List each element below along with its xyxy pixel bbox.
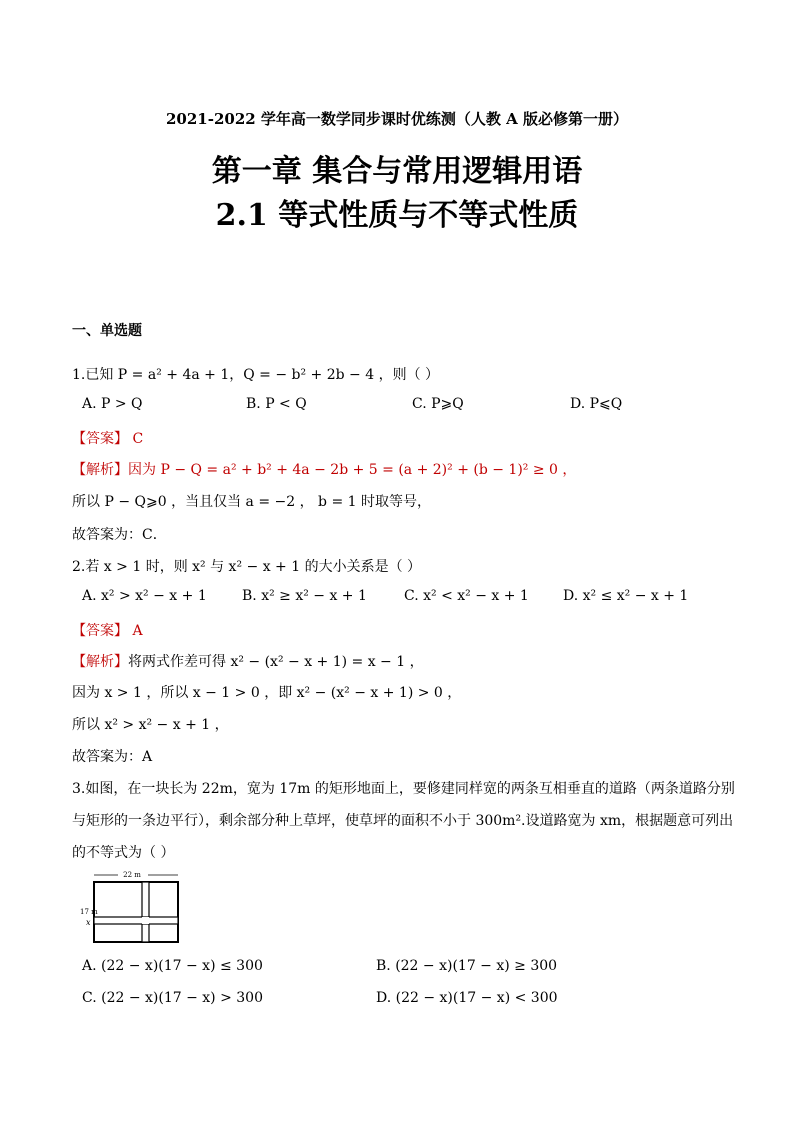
q2-stem: 2.若 x > 1 时，则 x² 与 x² − x + 1 的大小关系是（ ）: [72, 559, 422, 575]
analysis-tag: 【解析】: [72, 654, 128, 670]
q1-analysis-line-3: 故答案为：C．: [72, 527, 167, 543]
q1-option-b: B. P < Q: [246, 396, 307, 412]
road-crossing: [142, 917, 149, 924]
q2-option-c: C. x² < x² − x + 1: [404, 588, 529, 604]
field-rectangle: [94, 882, 178, 942]
q1-analysis-line-2: 所以 P − Q⩾0 ，当且仅当 a = −2 ， b = 1 时取等号，: [72, 494, 431, 510]
answer-tag: 【答案】: [72, 431, 128, 447]
q1-stem: 1.已知 P = a² + 4a + 1，Q = − b² + 2b − 4 ，则（ ）: [72, 367, 440, 383]
q1-option-a: A. P > Q: [82, 396, 143, 412]
section-label: 一、单选题: [72, 323, 142, 339]
q1-analysis-line-1: [72, 459, 576, 479]
q1-option-c: C. P⩾Q: [412, 396, 464, 412]
answer-tag: 【答案】: [72, 623, 128, 639]
analysis-text: 因为 P − Q = a² + b² + 4a − 2b + 5 = (a + 2)² + (b − 1)² ≥ 0 ，: [128, 462, 577, 478]
q2-analysis-line-1: [72, 651, 424, 671]
q3-option-a: A. (22 − x)(17 − x) ≤ 300: [82, 958, 263, 974]
chapter-title: 第一章 集合与常用逻辑用语: [211, 154, 583, 189]
vertical-road: [142, 882, 149, 942]
q3-option-b: B. (22 − x)(17 − x) ≥ 300: [376, 958, 558, 974]
document-subtitle: 2021-2022 学年高一数学同步课时优练测（人教 A 版必修第一册）: [165, 110, 629, 128]
q2-answer-line: [72, 620, 143, 640]
rectangle-road-figure: [80, 868, 190, 948]
q2-option-b: B. x² ≥ x² − x + 1: [242, 588, 367, 604]
q2-option-d: D. x² ≤ x² − x + 1: [563, 588, 689, 604]
q2-analysis-line-4: 故答案为：A: [72, 749, 153, 765]
q1-option-d: D. P⩽Q: [570, 396, 623, 412]
q1-answer-line: [72, 428, 143, 448]
analysis-text: 将两式作差可得 x² − (x² − x + 1) = x − 1 ，: [128, 654, 424, 670]
q3-option-c: C. (22 − x)(17 − x) > 300: [82, 990, 263, 1006]
figure-road-label: x: [86, 918, 91, 927]
q2-analysis-line-2: 因为 x > 1 ，所以 x − 1 > 0 ，即 x² − (x² − x + 1) > 0 ，: [72, 685, 462, 701]
horizontal-road: [94, 917, 178, 924]
figure-left-label: 17 m: [80, 908, 98, 916]
q3-stem-line-2: 与矩形的一条边平行），剩余部分种上草坪，使草坪的面积不小于 300m².设道路宽为 xm，根据题意可列出: [72, 813, 734, 829]
q2-option-a: A. x² > x² − x + 1: [82, 588, 207, 604]
q3-option-d: D. (22 − x)(17 − x) < 300: [376, 990, 558, 1006]
q2-analysis-line-3: 所以 x² > x² − x + 1 ，: [72, 717, 229, 733]
q3-stem-line-3: 的不等式为（ ）: [72, 845, 175, 861]
section-title: 2.1 等式性质与不等式性质: [215, 198, 579, 233]
q3-stem-line-1: 3.如图，在一块长为 22m，宽为 17m 的矩形地面上，要修建同样宽的两条互相垂直的道路（两条道路分别: [72, 781, 735, 797]
answer-value: C: [128, 431, 144, 447]
answer-value: A: [128, 623, 143, 639]
analysis-tag: 【解析】: [72, 462, 128, 478]
figure-top-label: 22 m: [123, 871, 141, 879]
